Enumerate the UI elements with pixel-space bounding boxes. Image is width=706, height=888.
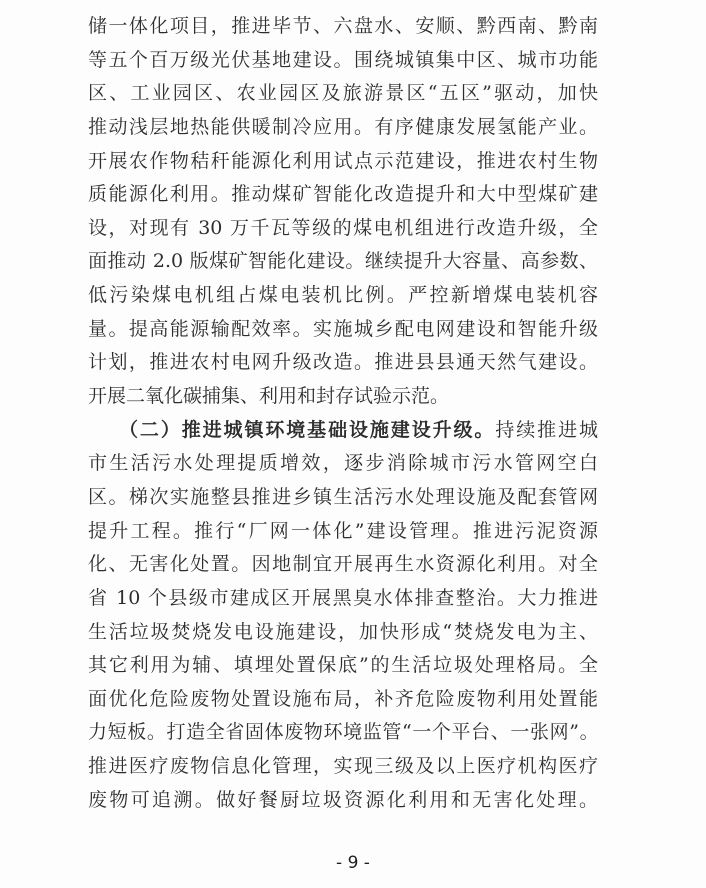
text-line: 其它利用为辅、填埋处置保底”的生活垃圾处理格局。全	[88, 654, 598, 677]
text-line: 推进医疗废物信息化管理，实现三级及以上医疗机构医疗	[88, 755, 598, 778]
page-number: - 9 -	[336, 853, 370, 873]
section-heading: （二）推进城镇环境基础设施建设升级。	[119, 418, 496, 441]
text-line: 面推动 2.0 版煤矿智能化建设。继续提升大容量、高参数、	[88, 250, 598, 273]
text-line: 生活垃圾焚烧发电设施建设，加快形成“焚烧发电为主、	[88, 620, 598, 643]
text-line: 计划，推进农村电网升级改造。推进县县通天然气建设。	[88, 351, 598, 374]
text-line: （二）推进城镇环境基础设施建设升级。持续推进城	[119, 418, 598, 441]
text-line: 市生活污水处理提质增效，逐步消除城市污水管网空白	[88, 452, 598, 475]
text-line: 废物可追溯。做好餐厨垃圾资源化利用和无害化处理。	[88, 788, 598, 811]
text-line: 化、无害化处置。因地制宜开展再生水资源化利用。对全	[88, 553, 598, 576]
text-line: 提升工程。推行“厂网一体化”建设管理。推进污泥资源	[88, 519, 598, 542]
document-text	[88, 10, 598, 817]
text-line: 质能源化利用。推动煤矿智能化改造提升和大中型煤矿建	[88, 183, 598, 206]
text-line: 区、工业园区、农业园区及旅游景区“五区”驱动，加快	[88, 82, 598, 105]
text-line: 等五个百万级光伏基地建设。围绕城镇集中区、城市功能	[88, 48, 598, 71]
text-line: 开展二氧化碳捕集、利用和封存试验示范。	[88, 385, 450, 408]
text-line: 区。梯次实施整县推进乡镇生活污水处理设施及配套管网	[88, 485, 598, 508]
text-line: 量。提高能源输配效率。实施城乡配电网建设和智能升级	[88, 317, 598, 340]
text-line: 设，对现有 30 万千瓦等级的煤电机组进行改造升级，全	[88, 216, 598, 239]
text-line: 力短板。打造全省固体废物环境监管“一个平台、一张网”。	[88, 721, 598, 744]
text-line: 面优化危险废物处置设施布局，补齐危险废物利用处置能	[88, 687, 598, 710]
text-line: 开展农作物秸秆能源化利用试点示范建设，推进农村生物	[88, 149, 598, 172]
text-line: 省 10 个县级市建成区开展黑臭水体排查整治。大力推进	[88, 586, 598, 609]
text-line: 储一体化项目，推进毕节、六盘水、安顺、黔西南、黔南	[88, 15, 598, 37]
text-line: 低污染煤电机组占煤电装机比例。严控新增煤电装机容	[88, 284, 598, 307]
text-line: 推动浅层地热能供暖制冷应用。有序健康发展氢能产业。	[88, 115, 598, 138]
